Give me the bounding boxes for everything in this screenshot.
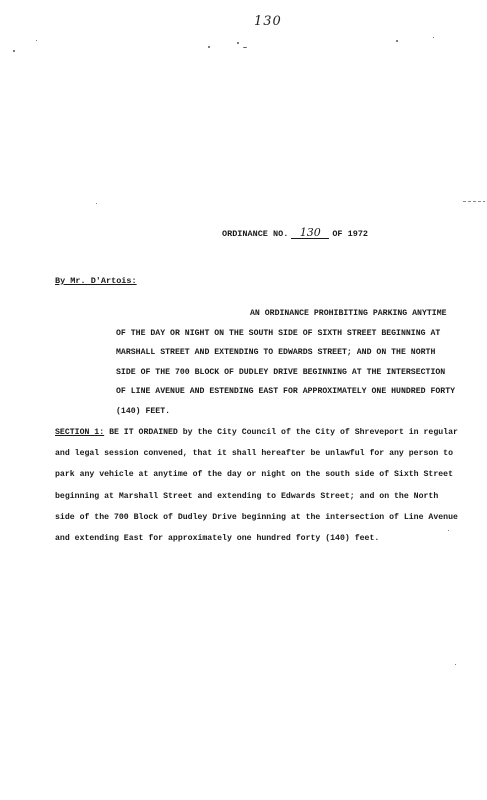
- scan-speck: [243, 47, 247, 48]
- scan-speck: [433, 37, 434, 38]
- section-line: beginning at Marshall Street and extending to Edwards Street; and on the North: [55, 491, 439, 501]
- section-line: side of the 700 Block of Dudley Drive beginning at the intersection of Line Avenue: [55, 512, 458, 522]
- caption-line: MARSHALL STREET AND EXTENDING TO EDWARDS STREET; AND ON THE NORTH: [116, 348, 436, 357]
- ordinance-header: [222, 228, 368, 239]
- handwritten-page-number: 130: [254, 14, 282, 29]
- scan-speck: [13, 50, 15, 52]
- scan-edge-mark: [463, 201, 485, 202]
- caption-line: OF LINE AVENUE AND ESTENDING EAST FOR APPROXIMATELY ONE HUNDRED FORTY: [116, 387, 456, 396]
- section-heading: SECTION 1:: [55, 428, 105, 437]
- caption-line: (140) FEET.: [116, 406, 171, 416]
- scan-speck: [237, 42, 239, 44]
- scan-speck: [208, 46, 210, 48]
- sponsor-line: By Mr. D'Artois:: [55, 276, 137, 286]
- ordinance-header-prefix: ORDINANCE NO.: [222, 229, 289, 239]
- caption-line: AN ORDINANCE PROHIBITING PARKING ANYTIME: [250, 309, 447, 318]
- ordinance-number: 130: [291, 228, 329, 239]
- section-line: [55, 422, 465, 443]
- scan-speck: [36, 40, 37, 41]
- section-line: park any vehicle at anytime of the day or night on the south side of Sixth Street: [55, 470, 453, 480]
- section-line: and legal session convened, that it shall hereafter be unlawful for any person to: [55, 449, 453, 459]
- caption-line: SIDE OF THE 700 BLOCK OF DUDLEY DRIVE BEGINNING AT THE INTERSECTION: [116, 367, 446, 377]
- scan-speck: [396, 40, 398, 42]
- ordinance-header-suffix: OF 1972: [332, 229, 369, 239]
- section-line: and extending East for approximately one hundred forty (140) feet.: [55, 534, 380, 544]
- caption-line: OF THE DAY OR NIGHT ON THE SOUTH SIDE OF SIXTH STREET BEGINNING AT: [116, 328, 441, 338]
- scan-speck: [96, 203, 97, 204]
- ordinance-caption: [116, 304, 456, 421]
- section-1: [55, 422, 465, 549]
- section-first-line-text: BE IT ORDAINED by the City Council of the City of Shreveport in regular: [109, 428, 458, 437]
- scan-speck: [455, 664, 456, 665]
